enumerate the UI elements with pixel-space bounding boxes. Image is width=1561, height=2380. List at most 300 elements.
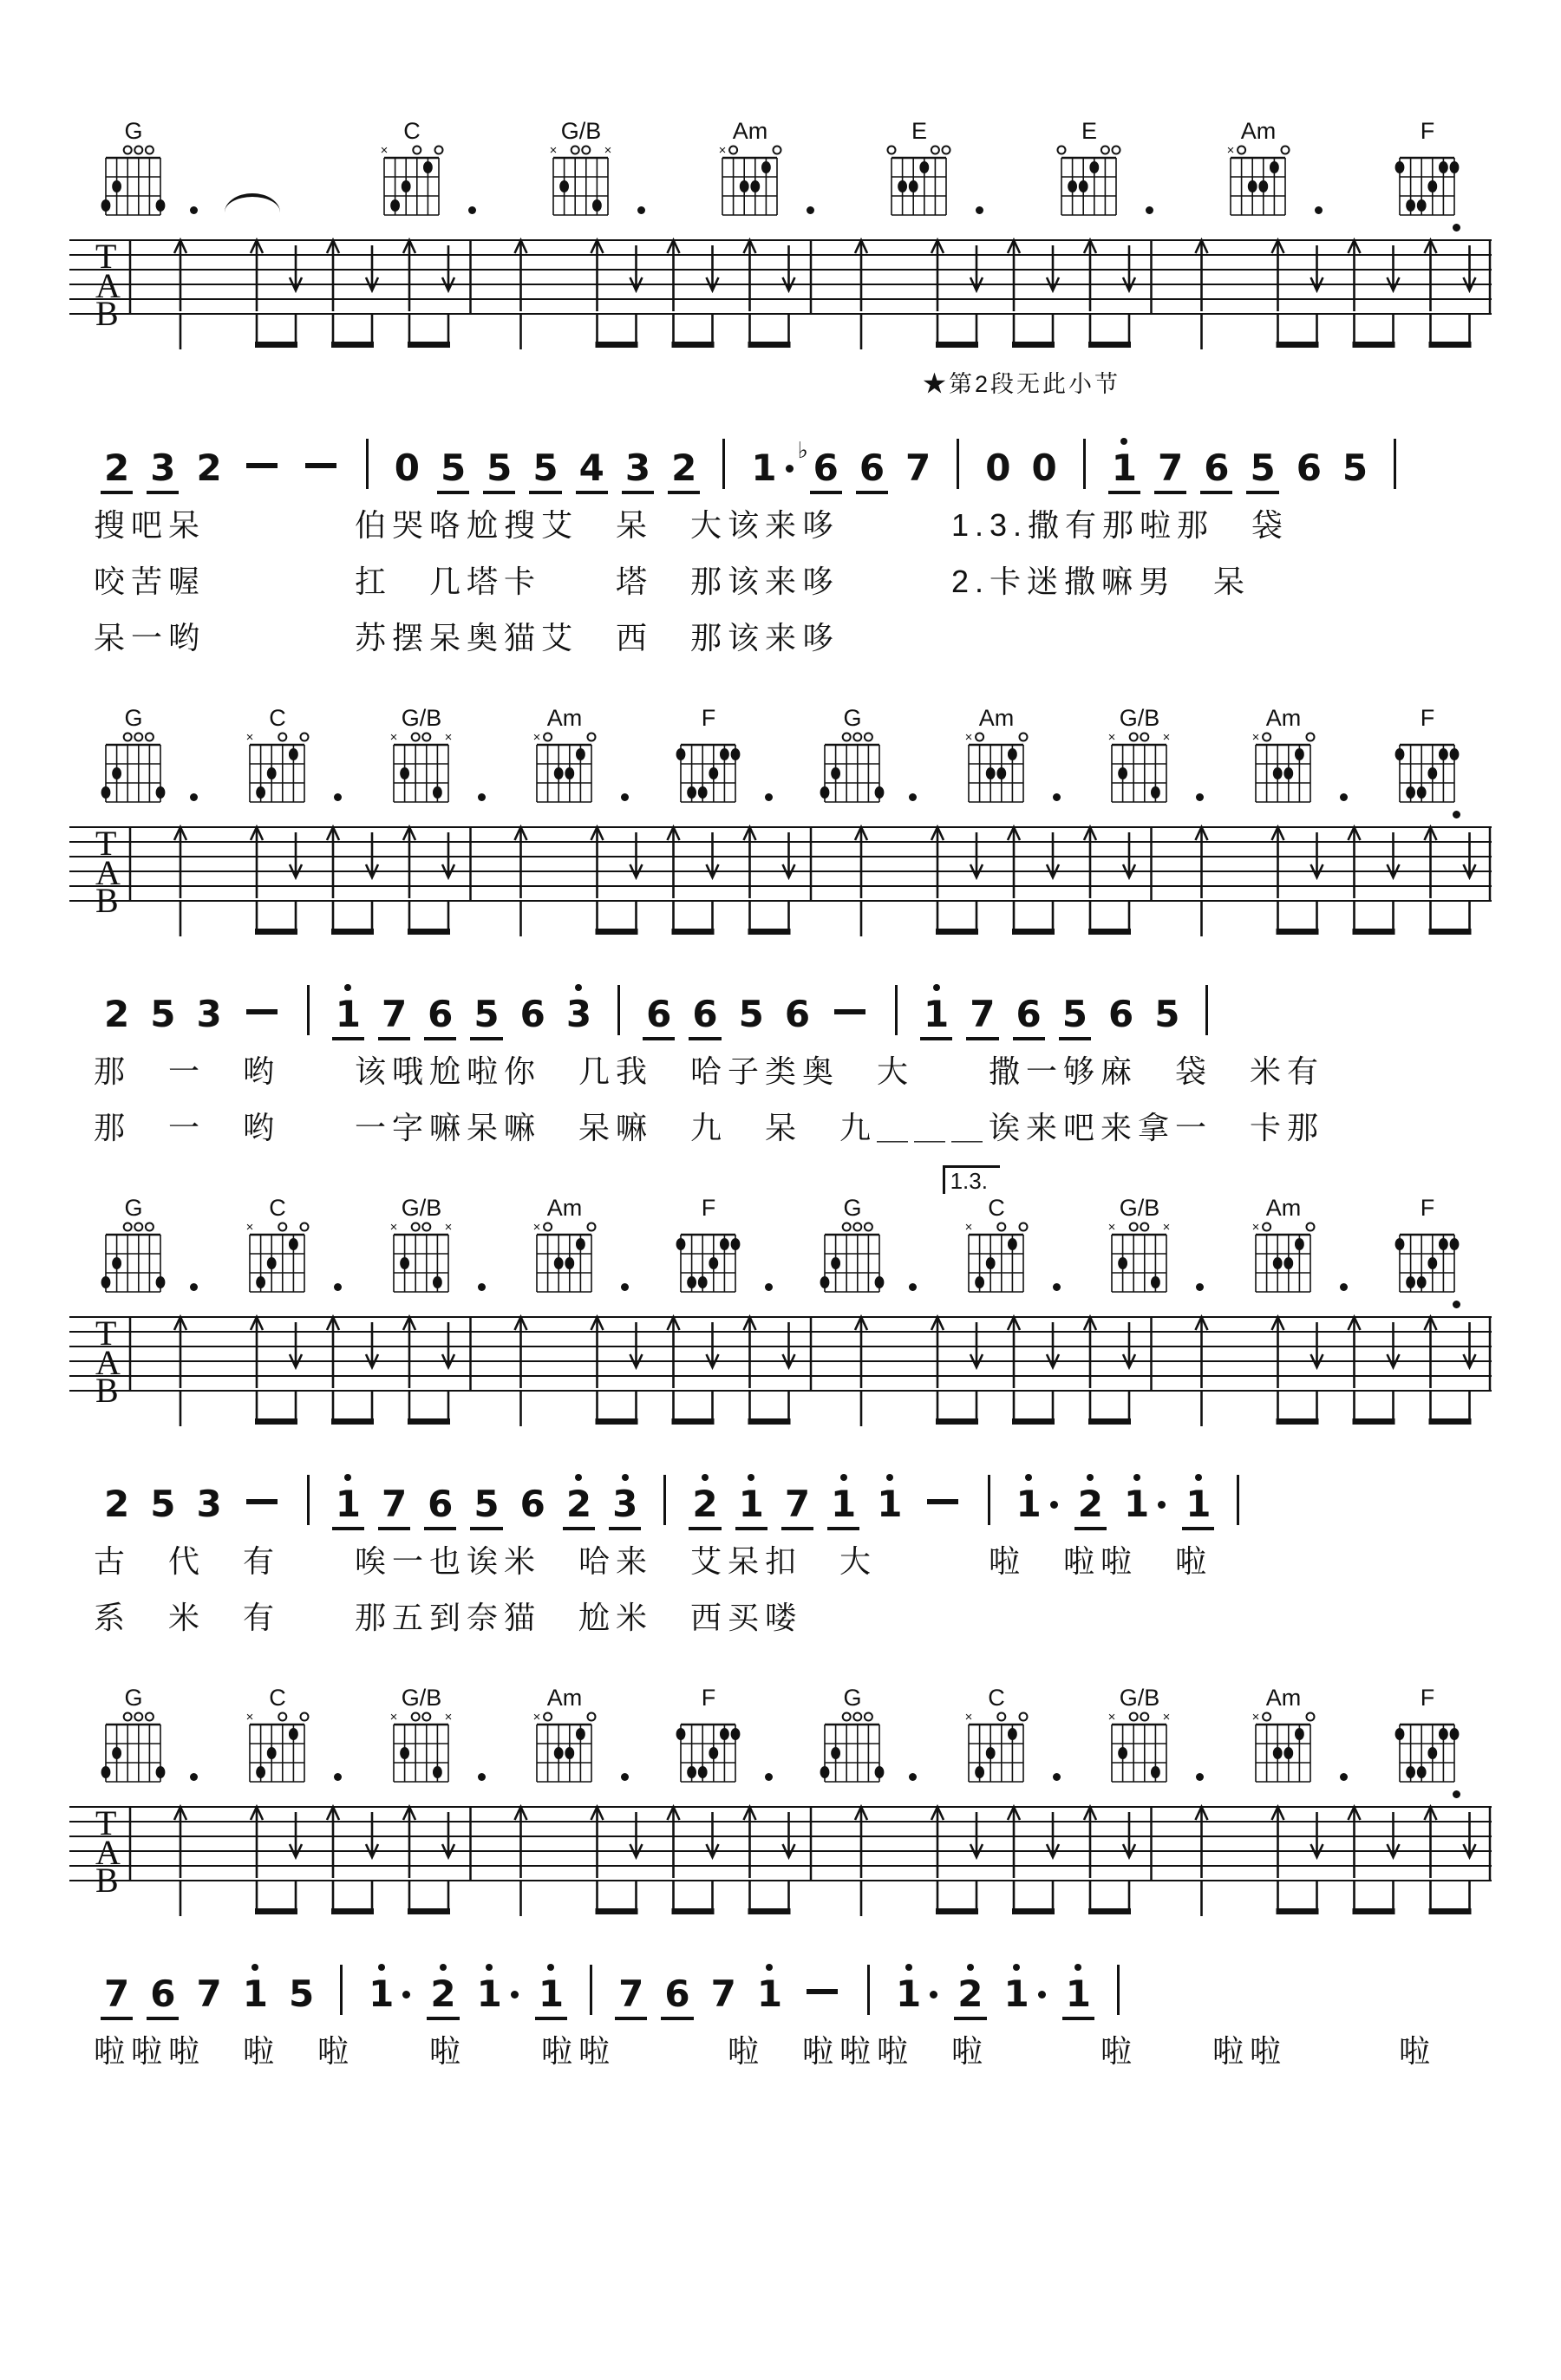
svg-text:T: T <box>95 1314 117 1353</box>
chord-diagram-svg <box>95 1198 172 1299</box>
high-octave-dot <box>344 984 351 991</box>
high-octave-dot <box>575 1474 582 1481</box>
tie-arc <box>225 193 280 212</box>
chord-diagram-svg <box>239 1198 316 1299</box>
melody-line <box>69 1475 1492 1525</box>
svg-text:B: B <box>95 881 119 920</box>
svg-text:G: G <box>124 1198 143 1221</box>
tab-staff-svg <box>69 815 1492 945</box>
lyric-line: 咬苦喔 扛 几塔卡 塔 那该来哆 2.卡迷撒嘛男 呆 <box>94 564 1251 599</box>
svg-text:G: G <box>843 1198 862 1221</box>
chord-G/B <box>1101 1198 1178 1303</box>
high-octave-dot <box>575 984 582 991</box>
note-digit: 5 <box>474 1483 500 1525</box>
svg-text:G/B: G/B <box>560 121 602 144</box>
jianpu-note <box>784 993 811 1035</box>
jianpu-note <box>519 993 545 1035</box>
chord-F <box>1389 1198 1466 1303</box>
chord-Am <box>526 1198 603 1303</box>
svg-text:×: × <box>245 1710 254 1725</box>
chord-C <box>239 1688 316 1793</box>
high-octave-dot <box>378 1964 385 1971</box>
jianpu-note <box>430 1972 456 2015</box>
jianpu-note <box>692 1483 718 1525</box>
chord-diagram-svg <box>670 1688 747 1789</box>
barline <box>1394 439 1396 489</box>
chord-E <box>881 121 957 226</box>
svg-text:×: × <box>380 143 388 158</box>
svg-text:×: × <box>532 1220 541 1235</box>
note-digit: 1 <box>1185 1483 1212 1525</box>
note-digit: 2 <box>430 1972 456 2015</box>
svg-text:G/B: G/B <box>1120 708 1160 731</box>
chord-diagram-svg <box>814 708 891 809</box>
note-digit: 6 <box>692 993 718 1035</box>
barline <box>1205 985 1208 1035</box>
note-digit: 2 <box>104 447 130 489</box>
chord-diagram-svg <box>1389 1688 1466 1789</box>
svg-text:×: × <box>389 730 397 745</box>
dash-note <box>834 1009 865 1014</box>
jianpu-note <box>671 447 697 489</box>
chord-row <box>69 1688 1492 1793</box>
note-digit: 7 <box>196 1972 222 2015</box>
jianpu-note <box>369 1972 395 2015</box>
svg-text:F: F <box>701 1198 716 1221</box>
dash-note <box>246 1499 278 1504</box>
chord-diagram-svg <box>814 1688 891 1789</box>
melody-line <box>69 439 1492 489</box>
svg-text:×: × <box>1107 1710 1116 1725</box>
svg-text:×: × <box>549 143 558 158</box>
system-4 <box>69 1688 1492 2071</box>
chord-row <box>69 121 1492 226</box>
jianpu-note <box>1111 447 1137 489</box>
jianpu-note <box>335 1483 361 1525</box>
jianpu-note <box>150 993 176 1035</box>
chord-diagram-svg <box>374 121 450 222</box>
note-digit: 6 <box>784 993 811 1035</box>
lyric-line: 呆一哟 苏摆呆奥猫艾 西 那该来哆 <box>94 620 840 655</box>
tab-staff-svg <box>69 1305 1492 1435</box>
barline <box>366 439 369 489</box>
svg-text:G/B: G/B <box>401 708 441 731</box>
jianpu-note <box>196 447 222 489</box>
chord-G/B <box>383 1688 460 1793</box>
chord-diagram-svg <box>239 1688 316 1789</box>
svg-text:E: E <box>1081 121 1097 144</box>
jianpu-note <box>905 447 931 489</box>
lyric-line: 那 一 哟 一字嘛呆嘛 呆嘛 九 呆 九＿＿＿诶来吧来拿一 卡那 <box>94 1110 1325 1145</box>
tab-staff-svg <box>69 228 1492 358</box>
dash-note <box>246 1009 278 1014</box>
note-digit: 6 <box>1016 993 1042 1035</box>
jianpu-note <box>1061 993 1087 1035</box>
note-digit: 6 <box>519 993 545 1035</box>
svg-text:T: T <box>95 237 117 276</box>
jianpu-note <box>532 447 558 489</box>
chord-diagram-svg <box>383 708 460 809</box>
barline <box>722 439 725 489</box>
chord-Am <box>1245 1198 1322 1303</box>
svg-text:Am: Am <box>1265 708 1302 731</box>
jianpu-note <box>797 438 839 489</box>
svg-text:F: F <box>1420 1688 1435 1711</box>
note-digit: 5 <box>487 447 513 489</box>
note-digit: 3 <box>624 447 651 489</box>
svg-text:×: × <box>1251 1710 1260 1725</box>
jianpu-note <box>476 1972 502 2015</box>
chord-row <box>69 1168 1492 1303</box>
chord-G <box>95 708 172 813</box>
jianpu-note <box>1016 993 1042 1035</box>
svg-text:Am: Am <box>732 121 768 144</box>
jianpu-note <box>394 447 420 489</box>
svg-text:×: × <box>964 1710 972 1725</box>
jianpu-note <box>487 447 513 489</box>
jianpu-note <box>1204 447 1230 489</box>
chord-G/B <box>543 121 619 226</box>
jianpu-note <box>624 447 651 489</box>
note-digit: 1 <box>538 1972 565 2015</box>
jianpu-note <box>335 993 361 1035</box>
jianpu-note <box>1016 1483 1042 1525</box>
chord-diagram-svg <box>95 121 172 222</box>
note-digit: 7 <box>970 993 996 1035</box>
high-octave-dot <box>702 1474 709 1481</box>
svg-text:×: × <box>718 143 727 158</box>
dot-after <box>930 1991 937 1999</box>
svg-text:E: E <box>911 121 928 144</box>
chord-G/B <box>1101 1688 1178 1793</box>
lyric-line: 古 代 有 唉一也诶米 哈来 艾呆扣 大 啦 啦啦 啦 <box>94 1543 1213 1579</box>
tab-staff <box>69 815 1492 945</box>
svg-text:B: B <box>95 294 119 333</box>
chord-diagram-svg <box>958 1688 1035 1789</box>
note-digit: 1 <box>335 1483 361 1525</box>
jianpu-note <box>692 993 718 1035</box>
chord-diagram-svg <box>526 1198 603 1299</box>
high-octave-dot <box>766 1964 773 1971</box>
dash-note <box>927 1499 958 1504</box>
svg-text:×: × <box>532 1710 541 1725</box>
svg-text:C: C <box>987 1688 1005 1711</box>
chord-diagram-svg <box>1220 121 1296 222</box>
svg-text:×: × <box>1107 1220 1116 1235</box>
note-digit: 5 <box>288 1972 315 2015</box>
jianpu-note <box>1342 447 1368 489</box>
note-digit: 7 <box>618 1972 644 2015</box>
svg-text:×: × <box>964 730 972 745</box>
chord-G/B <box>383 1198 460 1303</box>
note-digit: 5 <box>532 447 558 489</box>
svg-text:B: B <box>95 1371 119 1410</box>
melody-line <box>69 985 1492 1035</box>
dash-note <box>246 463 278 468</box>
svg-text:F: F <box>701 708 716 731</box>
note-digit: 1 <box>335 993 361 1035</box>
svg-text:×: × <box>1162 1220 1171 1235</box>
high-octave-dot <box>251 1964 258 1971</box>
lyric-line: 搜吧呆 伯哭咯尬搜艾 呆 大该来哆 1.3.撒有那啦那 袋 <box>94 507 1290 543</box>
svg-text:Am: Am <box>547 708 583 731</box>
dot-after <box>1050 1501 1058 1509</box>
high-octave-dot <box>840 1474 847 1481</box>
lyric-line: 系 米 有 那五到奈猫 尬米 西买喽 <box>94 1600 803 1635</box>
jianpu-note <box>104 447 130 489</box>
svg-text:×: × <box>532 730 541 745</box>
svg-text:Am: Am <box>547 1688 583 1711</box>
note-digit: 2 <box>565 1483 592 1525</box>
note-digit: 6 <box>428 1483 454 1525</box>
barline <box>867 1965 870 2015</box>
chord-row <box>69 708 1492 813</box>
note-digit: 0 <box>985 447 1011 489</box>
jianpu-note <box>440 447 467 489</box>
svg-text:F: F <box>1420 708 1435 731</box>
chord-diagram-svg <box>814 1198 891 1299</box>
note-digit: 1 <box>1003 1972 1029 2015</box>
jianpu-note <box>738 993 764 1035</box>
chord-F <box>670 708 747 813</box>
chord-diagram-svg <box>526 1688 603 1789</box>
chord-G <box>814 708 891 813</box>
svg-text:×: × <box>964 1220 972 1235</box>
svg-text:Am: Am <box>978 708 1014 731</box>
note-digit: 5 <box>1154 993 1180 1035</box>
chord-diagram-svg <box>958 1198 1035 1299</box>
tab-staff-svg <box>69 1795 1492 1925</box>
jianpu-note <box>104 1483 130 1525</box>
chord-Am <box>958 708 1035 813</box>
barline <box>1083 439 1086 489</box>
svg-text:G: G <box>124 121 143 144</box>
jianpu-note <box>150 1483 176 1525</box>
chord-Am <box>1245 1688 1322 1793</box>
svg-text:G: G <box>843 1688 862 1711</box>
high-octave-dot <box>967 1964 974 1971</box>
svg-text:C: C <box>402 121 421 144</box>
chord-diagram-svg <box>95 708 172 809</box>
svg-text:T: T <box>95 824 117 863</box>
note-digit: 7 <box>1157 447 1184 489</box>
note-digit: 3 <box>196 993 222 1035</box>
note-digit: 7 <box>784 1483 811 1525</box>
note-digit: 5 <box>1342 447 1368 489</box>
jianpu-note <box>756 1972 783 2015</box>
svg-text:×: × <box>444 1220 452 1235</box>
note-digit: 5 <box>1250 447 1276 489</box>
note-digit: 6 <box>1204 447 1230 489</box>
svg-text:C: C <box>269 708 286 731</box>
jianpu-note <box>664 1972 690 2015</box>
dot-after <box>511 1991 519 1999</box>
note-digit: 3 <box>612 1483 638 1525</box>
note-digit: 1 <box>1123 1483 1150 1525</box>
high-octave-dot <box>886 1474 893 1481</box>
chord-diagram-svg <box>1245 1688 1322 1789</box>
note-digit: 5 <box>738 993 764 1035</box>
jianpu-note <box>104 993 130 1035</box>
high-octave-dot <box>440 1964 447 1971</box>
svg-text:×: × <box>389 1710 397 1725</box>
svg-text:F: F <box>1420 1198 1435 1221</box>
jianpu-note <box>957 1972 983 2015</box>
jianpu-note <box>1003 1972 1029 2015</box>
chord-G <box>814 1688 891 1793</box>
chord-F <box>670 1198 747 1303</box>
jianpu-note <box>381 1483 408 1525</box>
svg-text:×: × <box>444 730 452 745</box>
chord-Am <box>526 1688 603 1793</box>
note-digit: 7 <box>905 447 931 489</box>
note-digit: 1 <box>242 1972 268 2015</box>
dot-after <box>1038 1991 1046 1999</box>
svg-text:×: × <box>389 1220 397 1235</box>
svg-text:G/B: G/B <box>1120 1198 1160 1221</box>
note-digit: 7 <box>710 1972 736 2015</box>
note-digit: 5 <box>1061 993 1087 1035</box>
svg-text:A: A <box>95 1833 121 1872</box>
chord-C <box>239 708 316 813</box>
svg-text:Am: Am <box>1265 1198 1302 1221</box>
chord-F <box>670 1688 747 1793</box>
barline <box>340 1965 343 2015</box>
chord-diagram-svg <box>526 708 603 809</box>
note-digit: 3 <box>565 993 592 1035</box>
svg-text:G/B: G/B <box>401 1688 441 1711</box>
jianpu-note <box>612 1483 638 1525</box>
tab-staff <box>69 1795 1492 1925</box>
jianpu-note <box>381 993 408 1035</box>
jianpu-note <box>1250 447 1276 489</box>
system-2 <box>69 708 1492 1148</box>
note-digit: 1 <box>1111 447 1137 489</box>
note-digit: 1 <box>751 447 777 489</box>
jianpu-note <box>877 1483 903 1525</box>
svg-text:F: F <box>701 1688 716 1711</box>
chord-G/B <box>383 708 460 813</box>
chord-diagram-svg <box>1245 1198 1322 1299</box>
high-octave-dot <box>1195 1474 1202 1481</box>
barline <box>307 1475 310 1525</box>
high-octave-dot <box>547 1964 554 1971</box>
jianpu-note <box>1065 1972 1091 2015</box>
chord-G/B <box>1101 708 1178 813</box>
jianpu-note <box>150 447 176 489</box>
barline <box>957 439 959 489</box>
chord-diagram-svg <box>239 708 316 809</box>
note-digit: 6 <box>519 1483 545 1525</box>
jianpu-note <box>242 1972 268 2015</box>
volta-bracket: 1.3. <box>943 1165 1000 1194</box>
chord-diagram-svg <box>881 121 957 222</box>
dash-note <box>807 1989 838 1994</box>
chord-G <box>95 121 172 226</box>
svg-text:F: F <box>1420 121 1435 144</box>
high-octave-dot <box>344 1474 351 1481</box>
jianpu-note <box>150 1972 176 2015</box>
svg-text:C: C <box>269 1688 286 1711</box>
dash-note <box>305 463 336 468</box>
chord-diagram-svg <box>383 1198 460 1299</box>
jianpu-note <box>831 1483 857 1525</box>
jianpu-note <box>738 1483 764 1525</box>
chord-diagram-svg <box>1051 121 1127 222</box>
jianpu-note <box>288 1972 315 2015</box>
high-octave-dot <box>1087 1474 1094 1481</box>
note-digit: 1 <box>877 1483 903 1525</box>
chord-Am <box>1220 121 1296 226</box>
note-digit: 1 <box>738 1483 764 1525</box>
jianpu-note <box>1123 1483 1150 1525</box>
note-digit: 0 <box>394 447 420 489</box>
note-digit: 6 <box>1296 447 1322 489</box>
note-digit: 1 <box>369 1972 395 2015</box>
chord-G <box>95 1688 172 1793</box>
chord-diagram-svg <box>1389 1198 1466 1299</box>
chord-C <box>950 1168 1035 1303</box>
svg-text:T: T <box>95 1803 117 1842</box>
high-octave-dot <box>905 1964 912 1971</box>
jianpu-note <box>859 447 885 489</box>
barline <box>895 985 898 1035</box>
chord-diagram-svg <box>95 1688 172 1789</box>
high-octave-dot <box>1013 1964 1020 1971</box>
note-digit: 6 <box>664 1972 690 2015</box>
note-digit: 1 <box>896 1972 922 2015</box>
svg-text:×: × <box>444 1710 452 1725</box>
jianpu-note <box>985 447 1011 489</box>
note-digit: 1 <box>924 993 950 1035</box>
svg-text:G/B: G/B <box>401 1198 441 1221</box>
jianpu-note <box>710 1972 736 2015</box>
note-digit: 6 <box>646 993 672 1035</box>
jianpu-note <box>896 1972 922 2015</box>
chord-diagram-svg <box>1101 1198 1178 1299</box>
note-digit: 2 <box>692 1483 718 1525</box>
svg-text:C: C <box>269 1198 286 1221</box>
jianpu-note <box>1157 447 1184 489</box>
chord-C <box>958 1688 1035 1793</box>
note-digit: 2 <box>104 993 130 1035</box>
jianpu-note <box>578 447 604 489</box>
barline <box>988 1475 990 1525</box>
svg-text:Am: Am <box>547 1198 583 1221</box>
note-digit: 1 <box>831 1483 857 1525</box>
jianpu-note <box>646 993 672 1035</box>
note-digit: 7 <box>381 1483 408 1525</box>
chord-Am <box>1245 708 1322 813</box>
note-digit: 6 <box>859 447 885 489</box>
note-digit: 1 <box>1065 1972 1091 2015</box>
melody-line <box>69 1965 1492 2015</box>
chord-G <box>95 1198 172 1303</box>
chord-diagram-svg <box>670 1198 747 1299</box>
system-3 <box>69 1168 1492 1638</box>
note-digit: 7 <box>104 1972 130 2015</box>
svg-text:G: G <box>124 708 143 731</box>
flat-sign: ♭ <box>797 438 808 464</box>
lyric-line: 啦啦啦 啦 啦 啦 啦啦 啦 啦啦啦 啦 啦 啦啦 啦 <box>94 2033 1437 2069</box>
svg-text:Am: Am <box>1265 1688 1302 1711</box>
note-digit: 5 <box>440 447 467 489</box>
svg-text:×: × <box>245 1220 254 1235</box>
note-digit: 1 <box>476 1972 502 2015</box>
note-digit: 5 <box>150 1483 176 1525</box>
note-digit: 2 <box>196 447 222 489</box>
chord-diagram-svg <box>383 1688 460 1789</box>
